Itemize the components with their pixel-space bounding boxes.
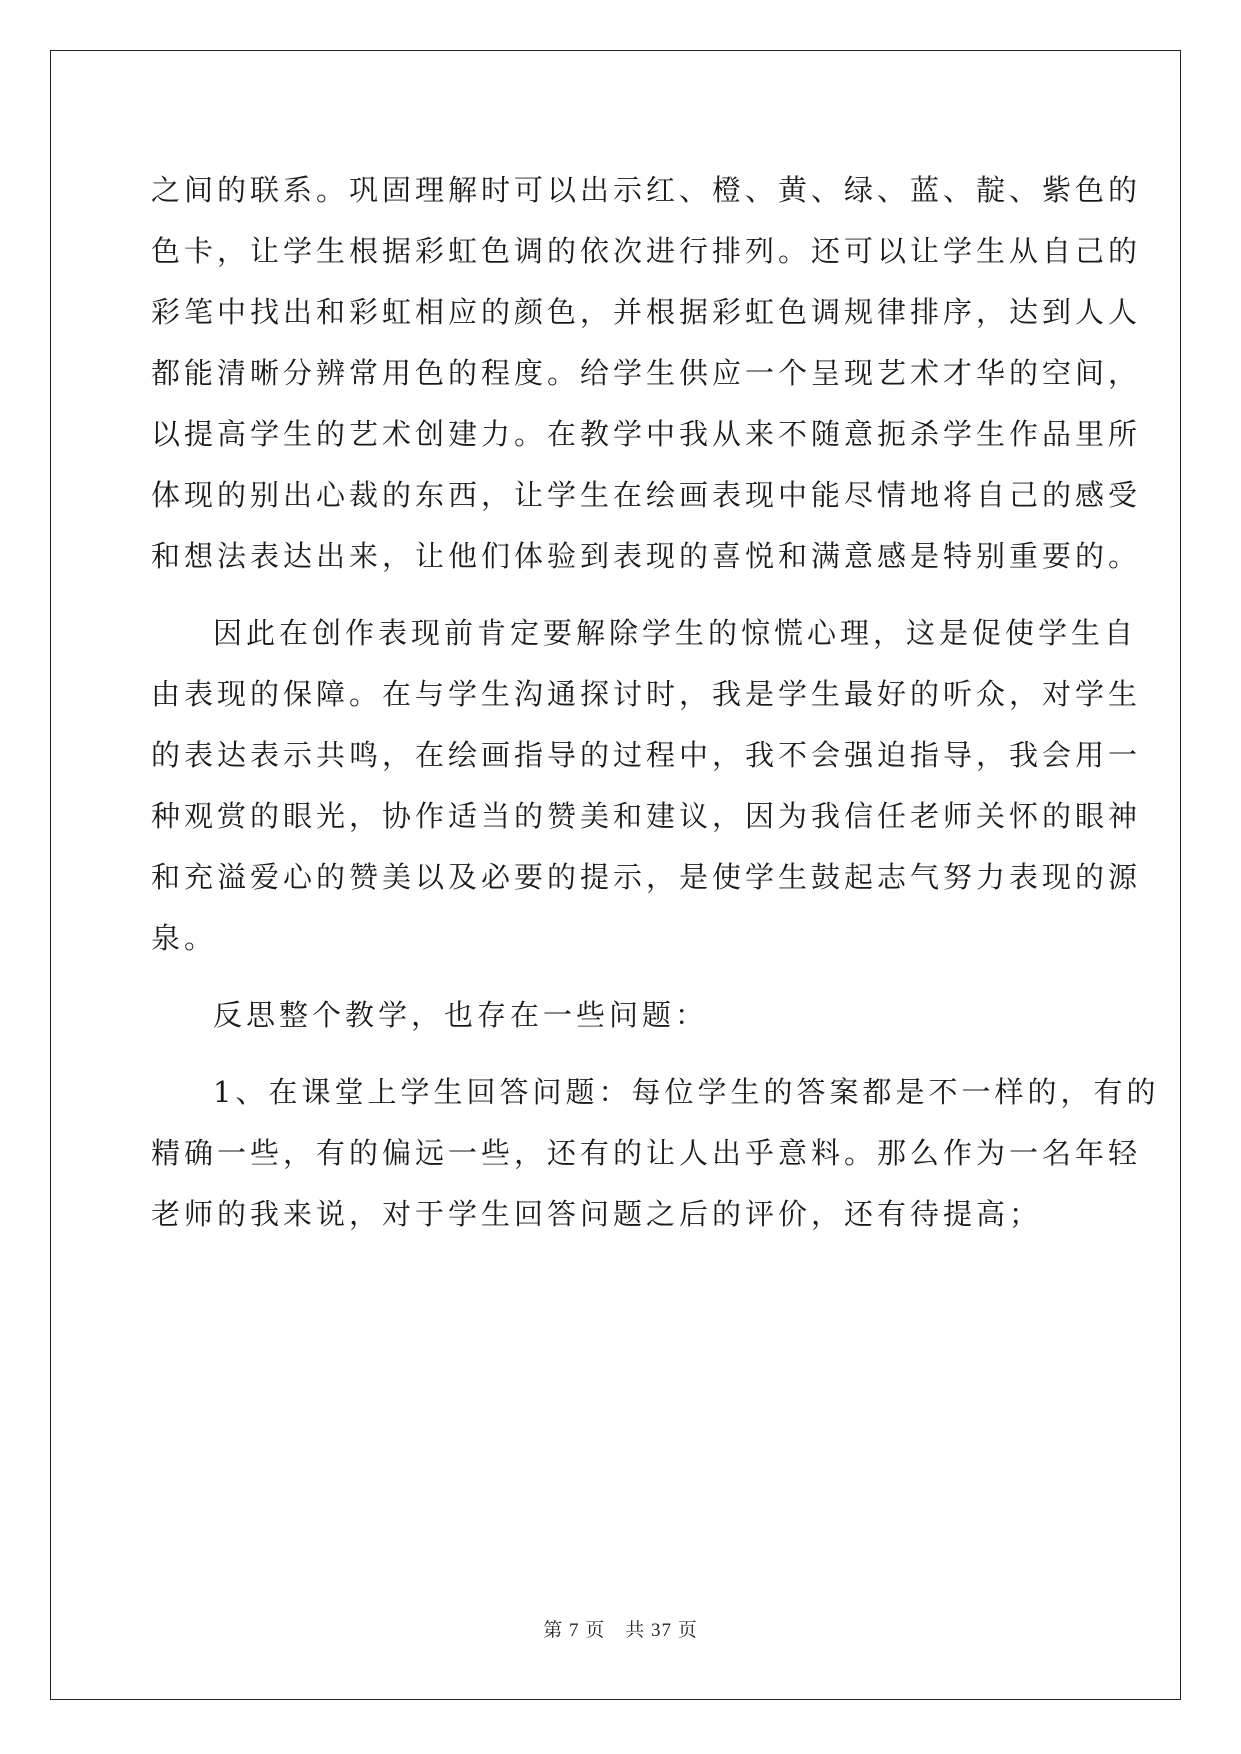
text-line: 之间的联系。巩固理解时可以出示红、橙、黄、绿、蓝、靛、紫色的	[151, 173, 1142, 207]
text-line: 的表达表示共鸣，在绘画指导的过程中，我不会强迫指导，我会用一	[151, 738, 1142, 772]
text-line: 以提高学生的艺术创建力。在教学中我从来不随意扼杀学生作品里所	[151, 417, 1142, 451]
text-line: 老师的我来说，对于学生回答问题之后的评价，还有待提高；	[151, 1197, 1043, 1231]
text-line: 因此在创作表现前肯定要解除学生的惊慌心理，这是促使学生自	[213, 616, 1138, 650]
paragraph-1	[151, 160, 1142, 587]
text-line: 种观赏的眼光，协作适当的赞美和建议，因为我信任老师关怀的眼神	[151, 799, 1142, 833]
paragraph-3	[151, 985, 1091, 1046]
page-number: 第 7 页 共 37 页	[543, 1620, 698, 1641]
text-line: 都能清晰分辨常用色的程度。给学生供应一个呈现艺术才华的空间，	[151, 356, 1142, 390]
text-line: 彩笔中找出和彩虹相应的颜色，并根据彩虹色调规律排序，达到人人	[151, 295, 1142, 329]
text-line: 由表现的保障。在与学生沟通探讨时，我是学生最好的听众，对学生	[151, 677, 1142, 711]
text-line: 体现的别出心裁的东西，让学生在绘画表现中能尽情地将自己的感受	[151, 478, 1142, 512]
document-body	[151, 160, 1160, 1245]
text-line: 和想法表达出来，让他们体验到表现的喜悦和满意感是特别重要的。	[151, 539, 1142, 573]
text-line: 反思整个教学，也存在一些问题：	[213, 998, 709, 1032]
text-line: 精确一些，有的偏远一些，还有的让人出乎意料。那么作为一名年轻	[151, 1136, 1142, 1170]
text-line: 色卡，让学生根据彩虹色调的依次进行排列。还可以让学生从自己的	[151, 234, 1142, 268]
text-line: 和充溢爱心的赞美以及必要的提示，是使学生鼓起志气努力表现的源	[151, 860, 1142, 894]
text-line: 泉。	[151, 921, 218, 955]
paragraph-2	[151, 603, 1142, 969]
text-line: 1、在课堂上学生回答问题：每位学生的答案都是不一样的，有的	[213, 1075, 1160, 1109]
paragraph-4	[151, 1062, 1160, 1245]
